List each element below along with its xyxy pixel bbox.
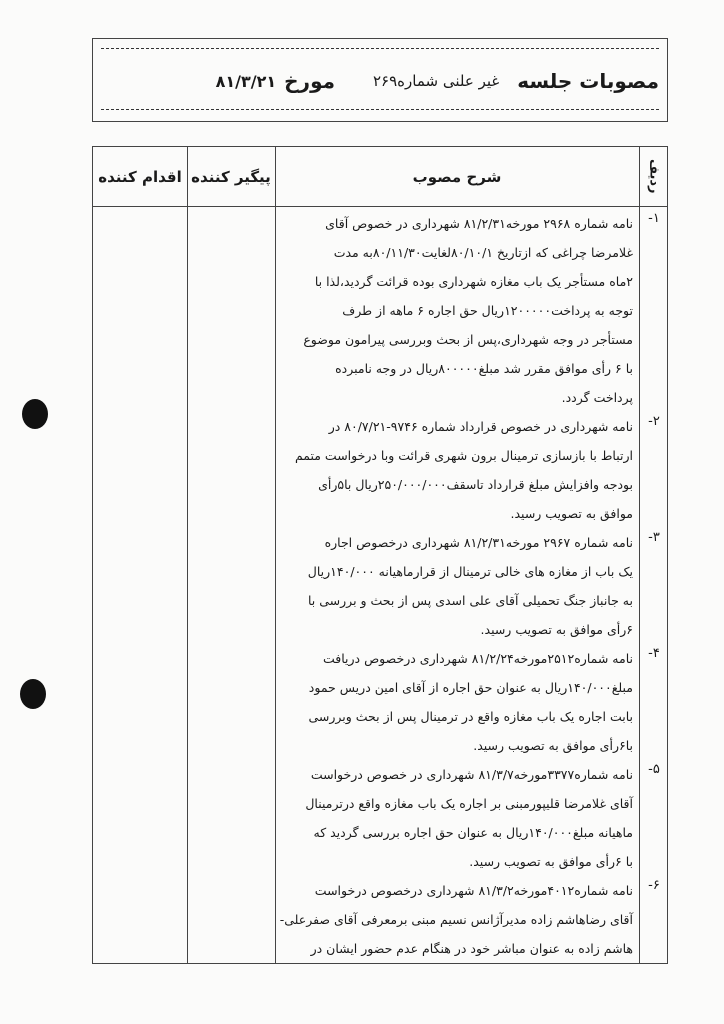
col-divider-1 (187, 147, 188, 963)
text-line: ارتباط با بازسازی ترمینال برون شهری قرائت وبا درخواست متمم (294, 448, 633, 463)
row-description (277, 760, 633, 876)
header-dash-bottom (101, 109, 659, 110)
text-line: بابت اجاره یک باب مغازه واقع در ترمینال پس از بحث وبررسی (308, 709, 633, 724)
column-header-number-cell (639, 147, 669, 206)
text-line: پرداخت گردد. (561, 390, 633, 405)
row-description (277, 876, 633, 963)
text-line: بودجه وافزایش مبلغ قرارداد تاسقف۲۵۰/۰۰۰/۰۰۰ریال با۵رأی (318, 477, 633, 492)
row-number: -۴ (648, 646, 660, 661)
text-line: موافق به تصویب رسید. (510, 506, 633, 521)
row-description (277, 644, 633, 760)
row-number: -۳ (648, 530, 660, 545)
row-number: -۵ (648, 762, 660, 777)
column-header-follower: پیگیر کننده (191, 167, 271, 186)
row-number: -۱ (648, 211, 660, 226)
col-divider-2 (275, 147, 276, 963)
text-line: توجه به پرداخت۱۲۰۰۰۰۰ریال حق اجاره ۶ ماهه از طرف (342, 303, 633, 318)
text-line: نامه شماره۴۰۱۲مورخه۸۱/۳/۲ شهرداری درخصوص درخواست (314, 883, 633, 898)
text-line: نامه شماره ۲۹۶۸ مورخه۸۱/۲/۳۱ شهرداری در خصوص آقای (325, 216, 633, 231)
header-divider (93, 206, 667, 207)
text-line: نامه شماره ۲۹۶۷ مورخه۸۱/۲/۳۱ شهرداری درخصوص اجاره (324, 535, 633, 550)
text-line: با ۶رأی موافق به تصویب رسید. (469, 854, 633, 869)
text-line: آقای رضاهاشم زاده مدیرآژانس نسیم مبنی برمعرفی آقای صفرعلی- (279, 912, 633, 927)
text-line: نامه شماره۳۳۷۷مورخه۸۱/۳/۷ شهرداری در خصوص درخواست (310, 767, 633, 782)
column-header-action: اقدام کننده (98, 167, 182, 186)
session-number: غیر علنی شماره۲۶۹ (373, 72, 500, 90)
text-line: ۲ماه مستأجر یک باب مغازه شهرداری بوده قرائت گردید،لذا با (314, 274, 633, 289)
text-line: نامه شماره۲۵۱۲مورخه۸۱/۲/۲۴ شهرداری درخصوص دریافت (322, 651, 633, 666)
punch-hole-bottom (20, 679, 46, 709)
text-line: ماهیانه مبلغ۱۴۰/۰۰۰ریال به عنوان حق اجاره بررسی گردید که (313, 825, 633, 840)
text-line: هاشم زاده به عنوان مباشر خود در هنگام عدم حضور ایشان در (310, 941, 633, 956)
session-date: ۸۱/۳/۲۱ (215, 71, 277, 91)
page-title: مصوبات جلسه (517, 69, 659, 93)
column-header-number: ردیف (646, 159, 662, 194)
text-line: غلامرضا چراغی که ازتاریخ ۸۰/۱۰/۱لغایت۸۰/۱۱/۳۰به مدت (333, 245, 633, 260)
resolutions-table (92, 146, 668, 964)
text-line: ۶رأی موافق به تصویب رسید. (480, 622, 633, 637)
header-title-row (93, 63, 667, 99)
header-box (92, 38, 668, 122)
row-number: -۶ (648, 878, 660, 893)
text-line: نامه شهرداری در خصوص قرارداد شماره ۹۷۴۶-۸۰/۷/۲۱ در (328, 419, 633, 434)
punch-hole-top (22, 399, 48, 429)
text-line: به جانباز جنگ تحمیلی آقای علی اسدی پس از بحث و بررسی با (307, 593, 633, 608)
date-label: مورخ (284, 69, 335, 93)
text-line: با۶رأی موافق به تصویب رسید. (473, 738, 633, 753)
text-line: یک باب از مغازه های خالی ترمینال از قرارماهیانه ۱۴۰/۰۰۰ریال (307, 564, 633, 579)
row-description (277, 209, 633, 412)
column-header-description: شرح مصوب (412, 167, 502, 186)
row-number: -۲ (648, 414, 660, 429)
row-description (277, 528, 633, 644)
text-line: با ۶ رأی موافق مقرر شد مبلغ۸۰۰۰۰۰ریال در وجه نامبرده (335, 361, 633, 376)
text-line: مستأجر در وجه شهرداری،پس از بحث وبررسی پیرامون موضوع (303, 332, 633, 347)
row-description (277, 412, 633, 528)
text-line: آقای غلامرضا قلیپورمبنی بر اجاره یک باب مغازه واقع درترمینال (305, 796, 633, 811)
text-line: مبلغ۱۴۰/۰۰۰ریال به عنوان حق اجاره از آقای امین دریس حمود (308, 680, 633, 695)
header-dash-top (101, 48, 659, 49)
col-divider-3 (639, 147, 640, 963)
